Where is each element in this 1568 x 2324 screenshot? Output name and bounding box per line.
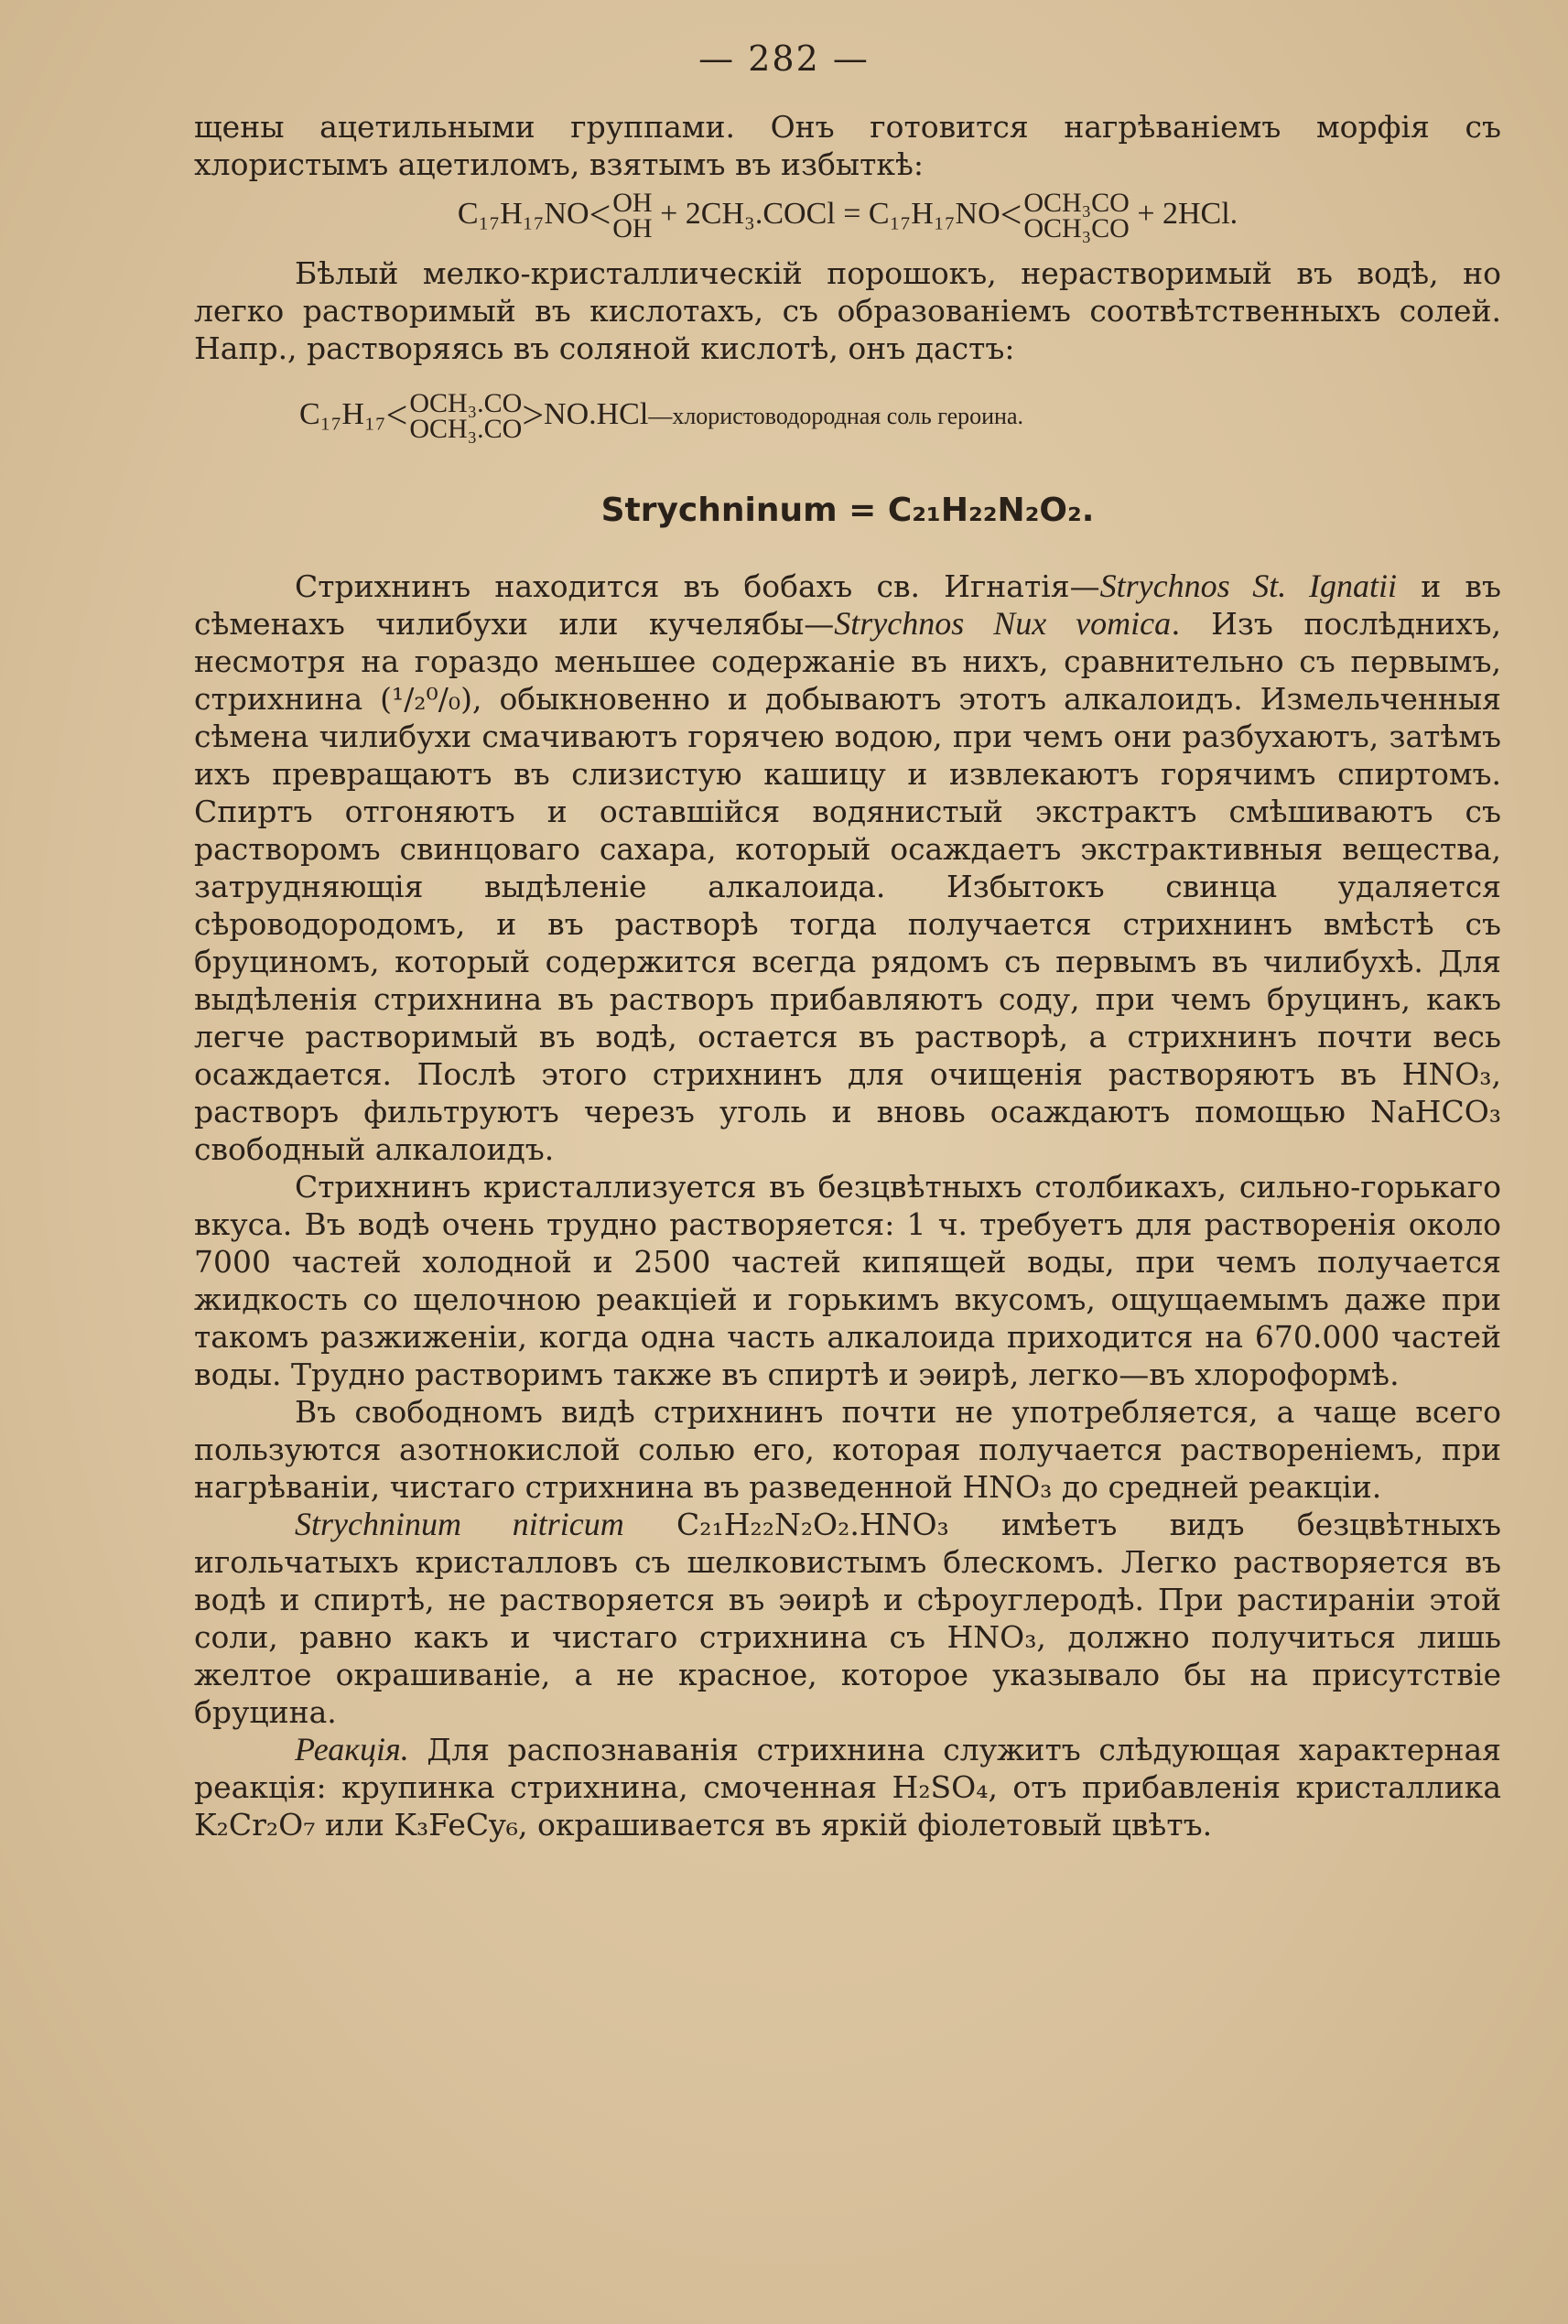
formula2-group xyxy=(409,388,523,444)
intro-paragraph-2: Бѣлый мелко-кристаллическій порошокъ, нерастворимый въ водѣ, но легко растворимый въ кислотахъ, съ образованіемъ соотвѣтственныхъ солей. Напр., растворяясь въ соляной кислотѣ, онъ дастъ: xyxy=(194,255,1501,366)
formula1-right: + 2HCl. xyxy=(1137,196,1238,231)
page-number: — 282 — xyxy=(698,38,870,79)
latin-name-nitricum: Strychninum nitricum xyxy=(295,1506,624,1542)
section-paragraph-2: Стрихнинъ кристаллизуется въ безцвѣтныхъ столбикахъ, сильно-горькаго вкуса. Въ водѣ очень трудно растворяется: 1 ч. требуетъ для растворенія около 7000 частей холодной и 2500 частей кипящей воды, при чемъ получается жидкость со щелочною реакціей и горькимъ вкусомъ, ощущаемымъ даже при такомъ разжиженіи, когда одна часть алкалоида приходится на 670.000 частей воды. Трудно растворимъ также въ спиртѣ и эѳирѣ, легко—въ хлороформѣ. xyxy=(194,1169,1501,1392)
section-heading: Strychninum = C₂₁H₂₂N₂O₂. xyxy=(600,492,1095,529)
section-paragraph-3: Въ свободномъ видѣ стрихнинъ почти не употребляется, а чаще всего пользуются азотнокислой солью его, которая получается раствореніемъ, при нагрѣваніи, чистаго стрихнина въ разведенной HNO₃ до средней реакціи. xyxy=(194,1394,1501,1505)
p1-text-a: Стрихнинъ находится въ бобахъ св. Игнатія— xyxy=(295,568,1100,604)
formula-heroin-synthesis xyxy=(194,190,1501,242)
section-paragraph-1 xyxy=(194,567,1501,1168)
formula-heroin-hydrochloride xyxy=(194,388,1501,444)
p1-text-b: и въ сѣменахъ чилибухи или кучелябы— xyxy=(194,568,1501,642)
formula1-left: C₁₇H₁₇NO xyxy=(457,196,589,231)
formula1-group2-top: OCH₃CO xyxy=(1023,188,1130,218)
formula2-group-bottom: OCH₃.CO xyxy=(409,414,523,444)
page-body xyxy=(194,108,1501,1843)
reaction-label: Реакція. xyxy=(295,1731,409,1767)
section-paragraph-5 xyxy=(194,1731,1501,1843)
p5-text: Для распознаванія стрихнина служитъ слѣдующая характерная реакція: крупинка стрихнина, смоченная H₂SO₄, отъ прибавленія кристаллика K₂Cr₂O₇ или K₃FeCy₆, окрашивается въ яркій фіолетовый цвѣтъ. xyxy=(194,1732,1501,1843)
p1-text-c: . Изъ послѣднихъ, несмотря на гораздо меньшее содержаніе въ нихъ, сравнительно съ первымъ, стрихнина (¹/₂⁰/₀), обыкновенно и добываютъ этотъ алкалоидъ. Измельченныя сѣмена чилибухи смачиваютъ горячею водою, при чемъ они разбухаютъ, затѣмъ ихъ превращаютъ въ слизистую кашицу и извлекаютъ горячимъ спиртомъ. Спиртъ отгоняютъ и оставшійся водянистый экстрактъ смѣшиваютъ съ растворомъ свинцоваго сахара, который осаждаетъ экстрактивныя вещества, затрудняющія выдѣленіе алкалоида. Избытокъ свинца удаляется сѣроводородомъ, и въ растворѣ тогда получается стрихнинъ вмѣстѣ съ бруциномъ, который содержится всегда рядомъ съ первымъ въ чилибухѣ. Для выдѣленія стрихнина въ растворъ прибавляютъ соду, при чемъ бруцинъ, какъ легче растворимый въ водѣ, остается въ растворѣ, а стрихнинъ почти весь осаждается. Послѣ этого стрихнинъ для очищенія растворяютъ въ HNO₃, растворъ фильтруютъ черезъ уголь и вновь осаждаютъ помощью NaHCO₃ свободный алкалоидъ. xyxy=(194,606,1501,1167)
section-paragraph-4 xyxy=(194,1506,1501,1731)
p4-text: C₂₁H₂₂N₂O₂.HNO₃ имѣетъ видъ безцвѣтныхъ игольчатыхъ кристалловъ съ шелковистымъ блескомъ. Легко растворяется въ водѣ и спиртѣ, не растворяется въ эѳирѣ и сѣроуглеродѣ. При растираніи этой соли, равно какъ и чистаго стрихнина съ HNO₃, должно получиться лишь желтое окрашиваніе, а не красное, которое указывало бы на присутствіе бруцина. xyxy=(194,1507,1501,1730)
bracket-glyph: < xyxy=(589,194,611,237)
intro-paragraph-1: щены ацетильными группами. Онъ готовится нагрѣваніемъ морфія съ хлористымъ ацетиломъ, взятымъ въ избыткѣ: xyxy=(194,109,1501,182)
formula2-group-top: OCH₃.CO xyxy=(409,388,523,418)
formula1-group2-bottom: OCH₃CO xyxy=(1023,213,1130,243)
formula1-middle: + 2CH₃.COCl = C₁₇H₁₇NO xyxy=(660,196,1000,231)
bracket-glyph: < xyxy=(385,395,408,438)
formula1-group1-top: OH xyxy=(612,188,653,218)
formula2-caption: —хлористоводородная соль героина. xyxy=(648,402,1023,429)
latin-name-nux-vomica: Strychnos Nux vomica xyxy=(834,605,1172,642)
formula2-middle: NO.HCl xyxy=(544,396,649,431)
formula1-group2 xyxy=(1023,190,1129,242)
formula1-group1-bottom: OH xyxy=(612,213,653,243)
formula2-left: C₁₇H₁₇ xyxy=(299,396,386,431)
bracket-glyph: < xyxy=(1000,194,1022,237)
formula1-group1 xyxy=(612,190,652,242)
latin-name-ignatii: Strychnos St. Ignatii xyxy=(1099,567,1398,604)
bracket-glyph: > xyxy=(522,395,545,438)
